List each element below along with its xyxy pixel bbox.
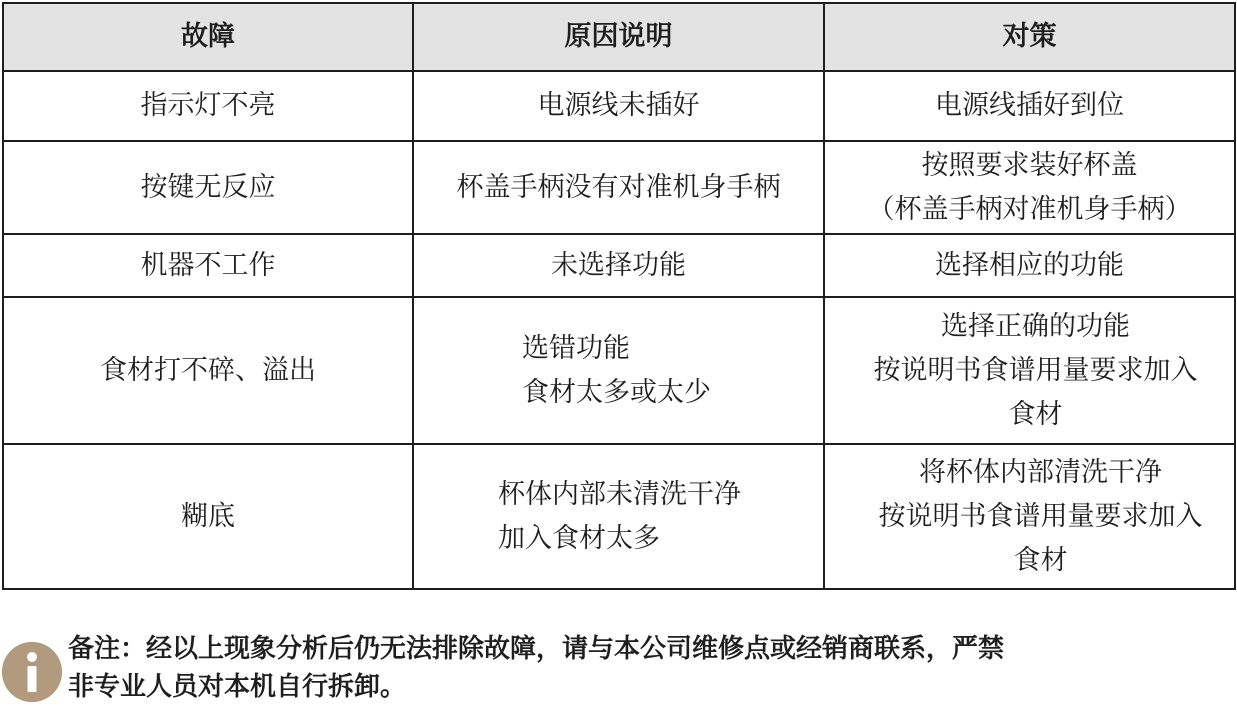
solution-line: 选择正确的功能 [941,310,1130,342]
cause-line: 杯盖手柄没有对准机身手柄 [456,171,781,203]
table-row [3,444,1235,589]
fault-cell: 指示灯不亮 [3,71,413,141]
solution-line: 食材 [1013,544,1068,576]
solution-line: 电源线插好到位 [935,90,1124,121]
cause-cell [413,444,824,589]
note-line: 备注：经以上现象分析后仍无法排除故障，请与本公司维修点或经销商联系，严禁 [68,634,1005,664]
info-icon [2,642,62,702]
header-fault: 故障 [3,3,413,71]
troubleshooting-table [2,2,1236,590]
solution-cell [824,444,1235,589]
solution-line: 选择相应的功能 [935,249,1124,281]
solution-cell [824,297,1235,444]
solution-cell [824,234,1235,297]
cause-line: 未选择功能 [551,249,686,281]
table-row [3,297,1235,444]
header-solution: 对策 [824,3,1235,71]
table-row [3,234,1235,297]
solution-cell [824,141,1235,234]
fault-cell: 机器不工作 [3,234,413,297]
solution-line: （杯盖手柄对准机身手柄） [867,193,1192,225]
table-header-row [3,3,1235,71]
cause-cell [413,141,824,234]
header-cause: 原因说明 [413,3,824,71]
note-text [68,630,1004,706]
fault-cell: 糊底 [3,444,413,589]
solution-line: 按照要求装好杯盖 [921,149,1138,181]
fault-cell: 按键无反应 [3,141,413,234]
solution-cell [824,71,1235,141]
note-line: 非专业人员对本机自行拆卸。 [68,672,407,702]
solution-line: 按说明书食谱用量要求加入 [878,500,1203,532]
solution-line: 食材 [1008,398,1063,430]
cause-cell [413,71,824,141]
table-row [3,71,1235,141]
note-section [2,630,1232,706]
cause-line: 选错功能 [522,332,630,364]
solution-line: 按说明书食谱用量要求加入 [873,354,1198,386]
cause-line: 食材太多或太少 [522,376,711,408]
cause-cell [413,297,824,444]
fault-cell: 食材打不碎、溢出 [3,297,413,444]
cause-line: 加入食材太多 [498,522,660,554]
cause-line: 杯体内部未清洗干净 [498,478,741,510]
cause-line: 电源线未插好 [537,90,700,121]
solution-line: 将杯体内部清洗干净 [919,456,1162,488]
table-row [3,141,1235,234]
cause-cell [413,234,824,297]
